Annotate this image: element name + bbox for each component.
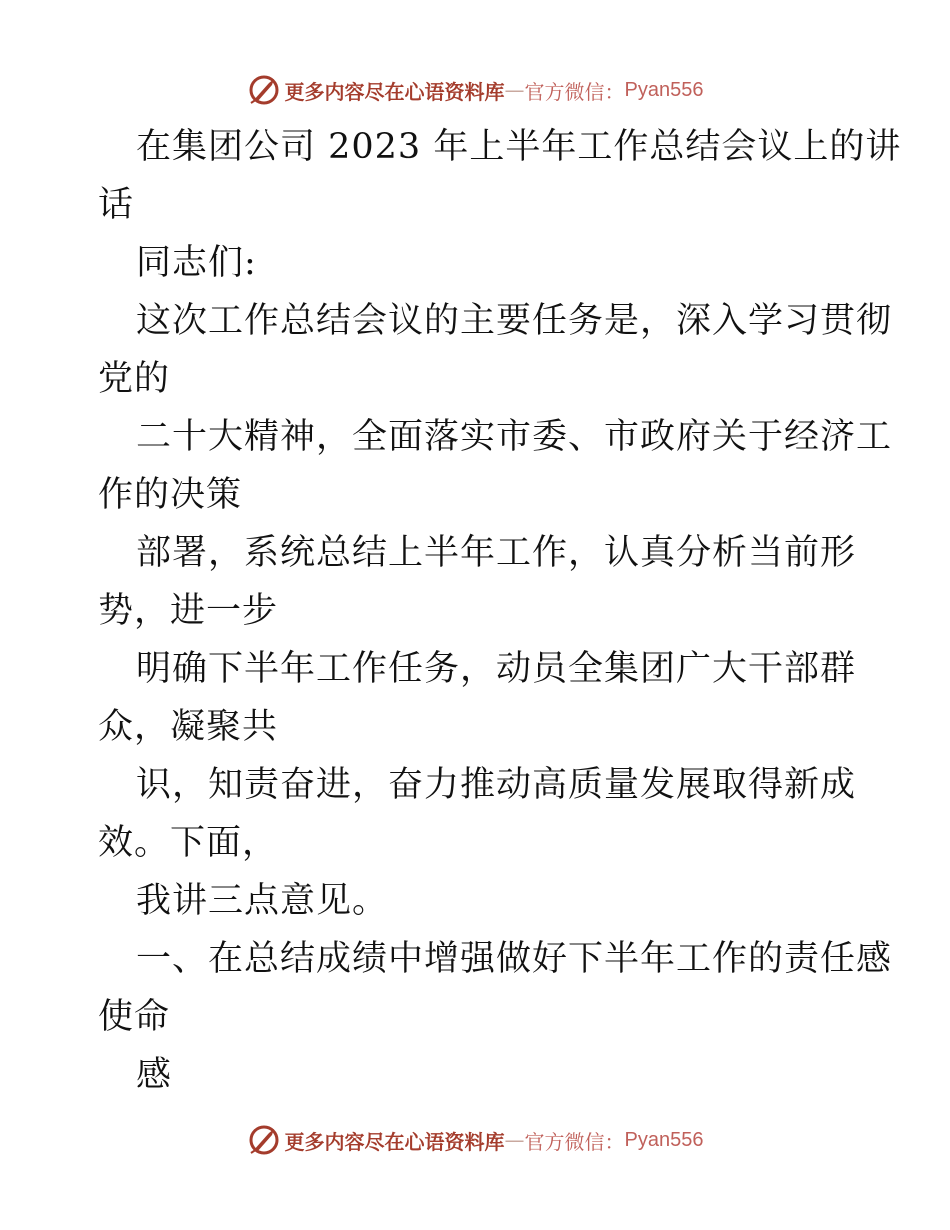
text-line: 效。下面， (98, 823, 279, 863)
text-line: 部署，系统总结上半年工作，认真分析当前形 (136, 533, 857, 573)
header-watermark-banner (0, 70, 950, 110)
text-line: 使命 (98, 997, 171, 1037)
banner-wechat-id: Pyan556 (624, 78, 704, 101)
text-line: 识，知责奋进，奋力推动高质量发展取得新成 (136, 765, 857, 805)
text-line: 作的决策 (98, 475, 243, 515)
text-line: 明确下半年工作任务，动员全集团广大干部群 (136, 649, 857, 689)
banner-wechat-label: 官方微信： (524, 79, 625, 104)
banner-dash: — (504, 78, 525, 102)
text-line: 一、在总结成绩中增强做好下半年工作的责任感 (136, 939, 893, 979)
banner-dash: — (504, 1128, 525, 1152)
text-line: 势，进一步 (98, 591, 279, 631)
text-line: 感 (136, 1055, 173, 1095)
text-line: 同志们: (136, 243, 257, 283)
document-body (98, 118, 902, 1104)
banner-wechat-label: 官方微信： (524, 1129, 625, 1154)
text-line: 众，凝聚共 (98, 707, 279, 747)
text-line: 我讲三点意见。 (136, 881, 389, 921)
text-line: 话 (98, 185, 135, 225)
text-line: 在集团公司 2023 年上半年工作总结会议上的讲 (136, 127, 902, 167)
footer-watermark-banner (0, 1120, 950, 1160)
text-line: 二十大精神，全面落实市委、市政府关于经济工 (136, 417, 893, 457)
quill-logo-icon (247, 1123, 281, 1157)
quill-logo-icon (247, 73, 281, 107)
text-line: 党的 (98, 359, 171, 399)
banner-wechat-id: Pyan556 (624, 1128, 704, 1151)
banner-brand-text: 更多内容尽在心语资料库 (284, 1129, 505, 1154)
text-line: 这次工作总结会议的主要任务是，深入学习贯彻 (136, 301, 893, 341)
banner-brand-text: 更多内容尽在心语资料库 (284, 79, 505, 104)
